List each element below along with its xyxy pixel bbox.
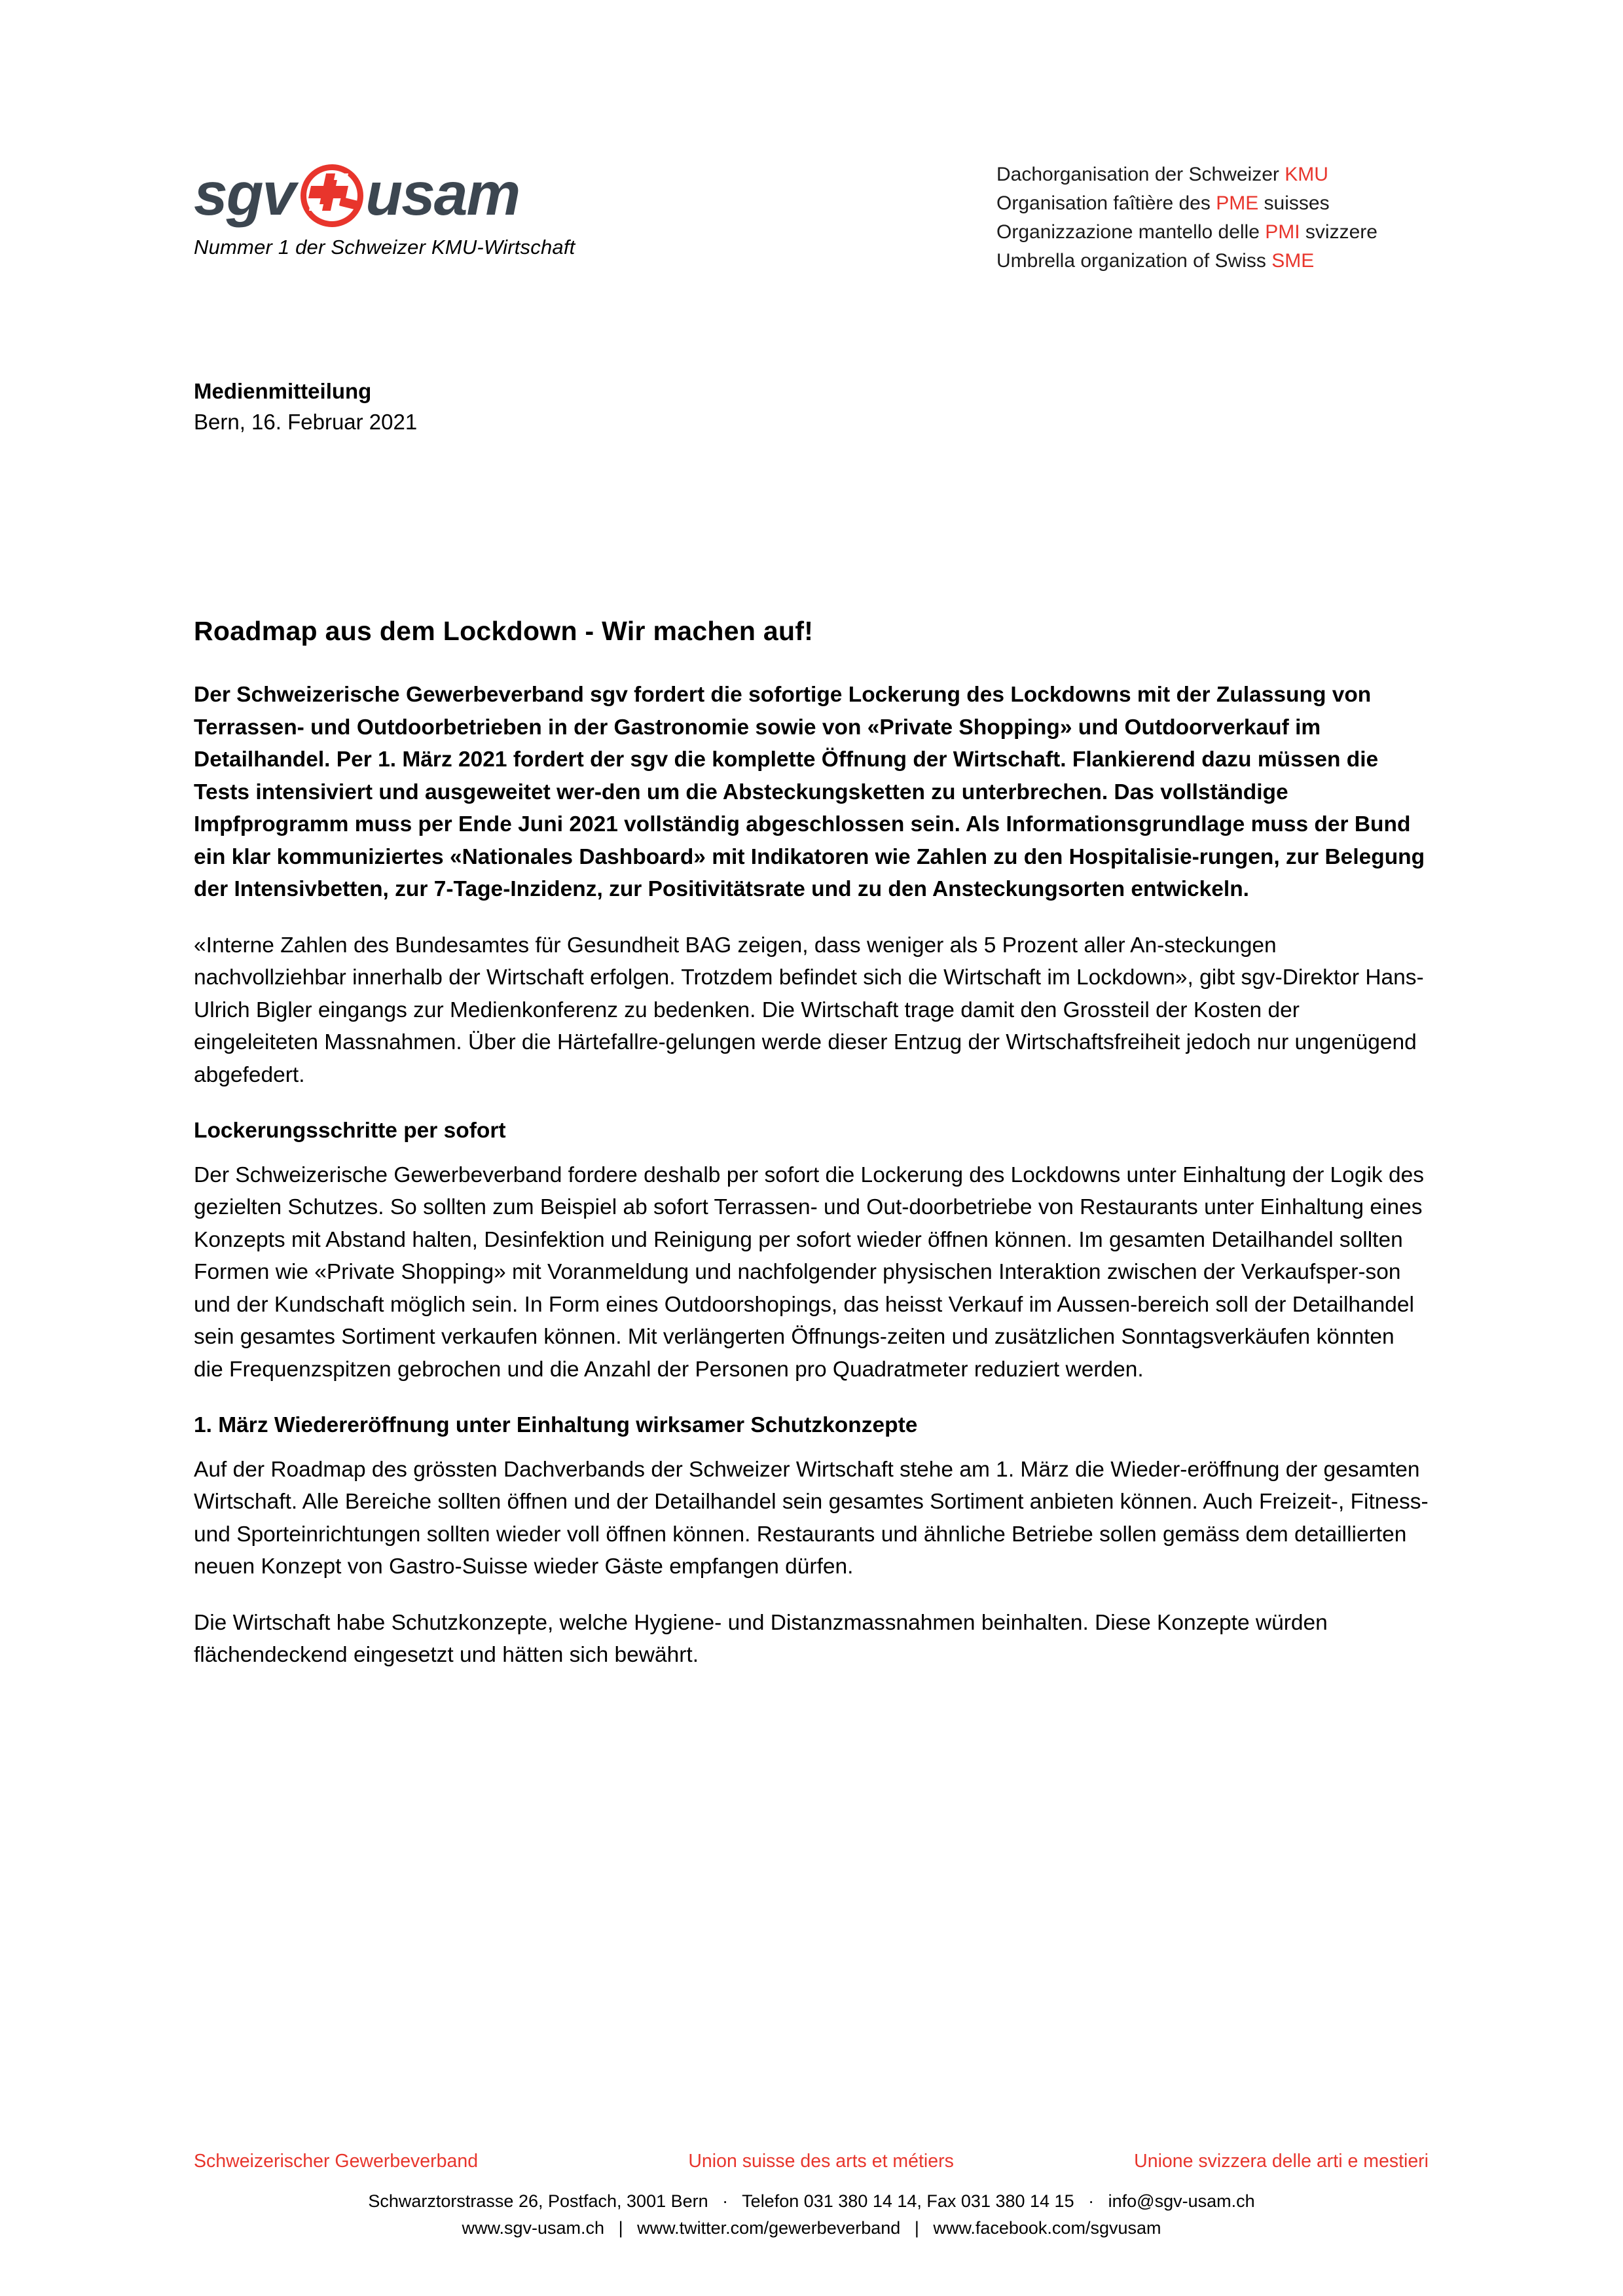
document-type-label: Medienmitteilung [194,379,372,403]
footer-facebook-link[interactable]: www.facebook.com/sgvusam [933,2218,1161,2238]
body-paragraph-2: Der Schweizerische Gewerbeverband fordere deshalb per sofort die Lockerung des Lockdowns unter Einhaltung der Logik des gezielten Schutzes. So sollten zum Beispiel ab sofort Terrassen- und Out-doorbetriebe von Restaurants unter Einhaltung eines Konzepts mit Abstand halten, Desinfektion und Reinigung per sofort wieder öffnen können. Im gesamten Detailhandel sollten Formen wie «Private Shopping» mit Voranmeldung und nachfolgender physischen Interaktion zwischen der Verkaufsper-son und der Kundschaft möglich sein. In Form eines Outdoorshopings, das heisst Verkauf im Aussen-bereich soll der Detailhandel sein gesamtes Sortiment verkaufen können. Mit verlängerten Öffnungs-zeiten und zusätzlichen Sonntagsverkäufen könnten die Frequenzspitzen gebrochen und die Anzahl der Personen pro Quadratmeter reduziert werden. [194,1162,1424,1382]
body-paragraph-3: Auf der Roadmap des grössten Dachverbands der Schweizer Wirtschaft stehe am 1. März die Wieder-eröffnung der gesamten Wirtschaft. Alle Bereiche sollten öffnen und der Detailhandel sein gesamtes Sortiment anbieten können. Auch Freizeit-, Fitness- und Sporteinrichtungen sollten wieder voll öffnen können. Restaurants und ähnliche Betriebe sollen gemäss dem detaillierten neuen Konzept von Gastro-Suisse wieder Gäste empfangen dürfen. [194,1457,1429,1579]
organization-descriptor-block [996,160,1377,276]
footer-email-link[interactable]: info@sgv-usam.ch [1108,2191,1255,2211]
org-line-it: Organizzazione mantello delle PMI svizzere [996,221,1377,243]
footer-name-fr: Union suisse des arts et métiers [688,2151,954,2172]
footer-phone: Telefon 031 380 14 14, Fax 031 380 14 15 [742,2191,1074,2211]
org-highlight-kmu: KMU [1285,164,1328,185]
logo-tagline: Nummer 1 der Schweizer KMU-Wirtschaft [194,236,575,259]
footer-address: Schwarztorstrasse 26, Postfach, 3001 Bern [368,2191,708,2211]
org-highlight-pmi: PMI [1265,221,1300,243]
section-heading-wiedereroeffnung: 1. März Wiedereröffnung unter Einhaltung wirksamer Schutzkonzepte [194,1413,918,1438]
place-date: Bern, 16. Februar 2021 [194,410,418,434]
footer-separator-dot-2: · [1088,2191,1095,2211]
footer-twitter-link[interactable]: www.twitter.com/gewerbeverband [637,2218,901,2238]
org-highlight-pme: PME [1216,192,1259,214]
footer-separator-dot-1: · [722,2191,729,2211]
footer-separator-pipe-2: | [914,2218,919,2238]
logo-text-usam: usam [365,159,520,228]
footer-organization-names [194,2151,1429,2172]
org-line-de: Dachorganisation der Schweizer KMU [996,164,1328,185]
footer-website-link[interactable]: www.sgv-usam.ch [462,2218,605,2238]
footer-contact-line-1 [0,2188,1623,2215]
footer-separator-pipe-1: | [618,2218,623,2238]
body-paragraph-1: «Interne Zahlen des Bundesamtes für Gesundheit BAG zeigen, dass weniger als 5 Prozent aller An-steckungen nachvollziehbar innerhalb der Wirtschaft erfolgen. Trotzdem befindet sich die Wirtschaft im Lockdown», gibt sgv-Direktor Hans-Ulrich Bigler eingangs zur Medienkonferenz zu bedenken. Die Wirtschaft trage damit den Grossteil der Kosten der eingeleiteten Massnahmen. Über die Härtefallre-gelungen werde dieser Entzug der Wirtschaftsfreiheit jedoch nur ungenügend abgefedert. [194,933,1424,1087]
org-highlight-sme: SME [1271,250,1315,272]
document-meta [194,376,417,437]
footer-contact-block [0,2188,1623,2242]
lead-paragraph: Der Schweizerische Gewerbeverband sgv fordert die sofortige Lockerung des Lockdowns mit der Zulassung von Terrassen- und Outdoorbetrieben in der Gastronomie sowie von «Private Shopping» und Outdoorverkauf im Detailhandel. Per 1. März 2021 fordert der sgv die komplette Öffnung der Wirtschaft. Flankierend dazu müssen die Tests intensiviert und ausgeweitet wer-den um die Absteckungsketten zu unterbrechen. Das vollständige Impfprogramm muss per Ende Juni 2021 vollständig abgeschlossen sein. Als Informationsgrundlage muss der Bund ein klar kommuniziertes «Nationales Dashboard» mit Indikatoren wie Zahlen zu den Hospitalisie-rungen, zur Belegung der Intensivbetten, zur 7-Tage-Inzidenz, zur Positivitätsrate und zu den Ansteckungsorten entwickeln. [194,683,1425,902]
logo-wordmark [194,159,600,228]
page-footer [0,2119,1623,2296]
sgv-usam-logo[interactable] [194,159,600,259]
footer-name-it: Unione svizzera delle arti e mestieri [1134,2151,1429,2172]
logo-text-sgv: sgv [194,159,295,228]
page-header [0,0,1623,308]
org-line-en: Umbrella organization of Swiss SME [996,250,1315,272]
section-heading-lockerungsschritte: Lockerungsschritte per sofort [194,1119,506,1143]
org-line-fr: Organisation faîtière des PME suisses [996,192,1330,214]
footer-name-de: Schweizerischer Gewerbeverband [194,2151,479,2172]
page-title: Roadmap aus dem Lockdown - Wir machen auf! [194,616,814,646]
body-paragraph-4: Die Wirtschaft habe Schutzkonzepte, welche Hygiene- und Distanzmassnahmen beinhalten. Diese Konzepte würden flächendeckend eingesetzt und hätten sich bewährt. [194,1610,1328,1668]
document-content [194,615,1429,1695]
footer-contact-line-2 [0,2215,1623,2242]
swiss-cross-circle-icon [299,162,361,225]
